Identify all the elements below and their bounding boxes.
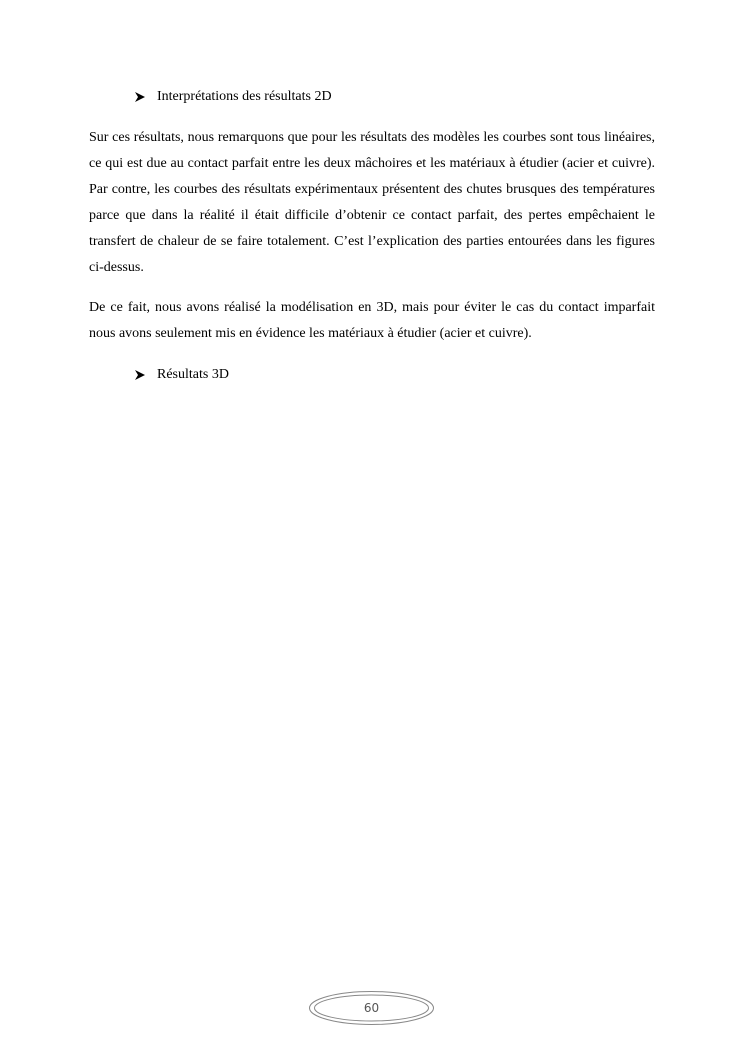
bullet-label: Résultats 3D bbox=[157, 367, 229, 382]
bullet-interpretations-2d bbox=[135, 88, 332, 106]
bullet-resultats-3d bbox=[135, 366, 229, 384]
paragraph-interpretation: Sur ces résultats, nous remarquons que pour les résultats des modèles les courbes sont tous linéaires, ce qui est due au contact parfait entre les deux mâchoires et les matériaux à étudier (acier et cuivre). Par contre, les courbes des résultats expérimentaux présentent des chutes brusques des températures parce que dans la réalité il était difficile d’obtenir ce contact parfait, des pertes empêchaient le transfert de chaleur de se faire totalement. C’est l’explication des parties entourées dans les figures ci-dessus. bbox=[89, 130, 655, 275]
bullet-label: Interprétations des résultats 2D bbox=[157, 89, 332, 104]
page-number: 60 bbox=[363, 1001, 380, 1015]
paragraph-modelisation-3d: De ce fait, nous avons réalisé la modélisation en 3D, mais pour éviter le cas du contact imparfait nous avons seulement mis en évidence les matériaux à étudier (acier et cuivre). bbox=[89, 300, 655, 341]
arrow-bullet-icon bbox=[135, 370, 145, 380]
arrow-bullet-icon bbox=[135, 92, 145, 102]
page-number-footer bbox=[308, 990, 435, 1026]
